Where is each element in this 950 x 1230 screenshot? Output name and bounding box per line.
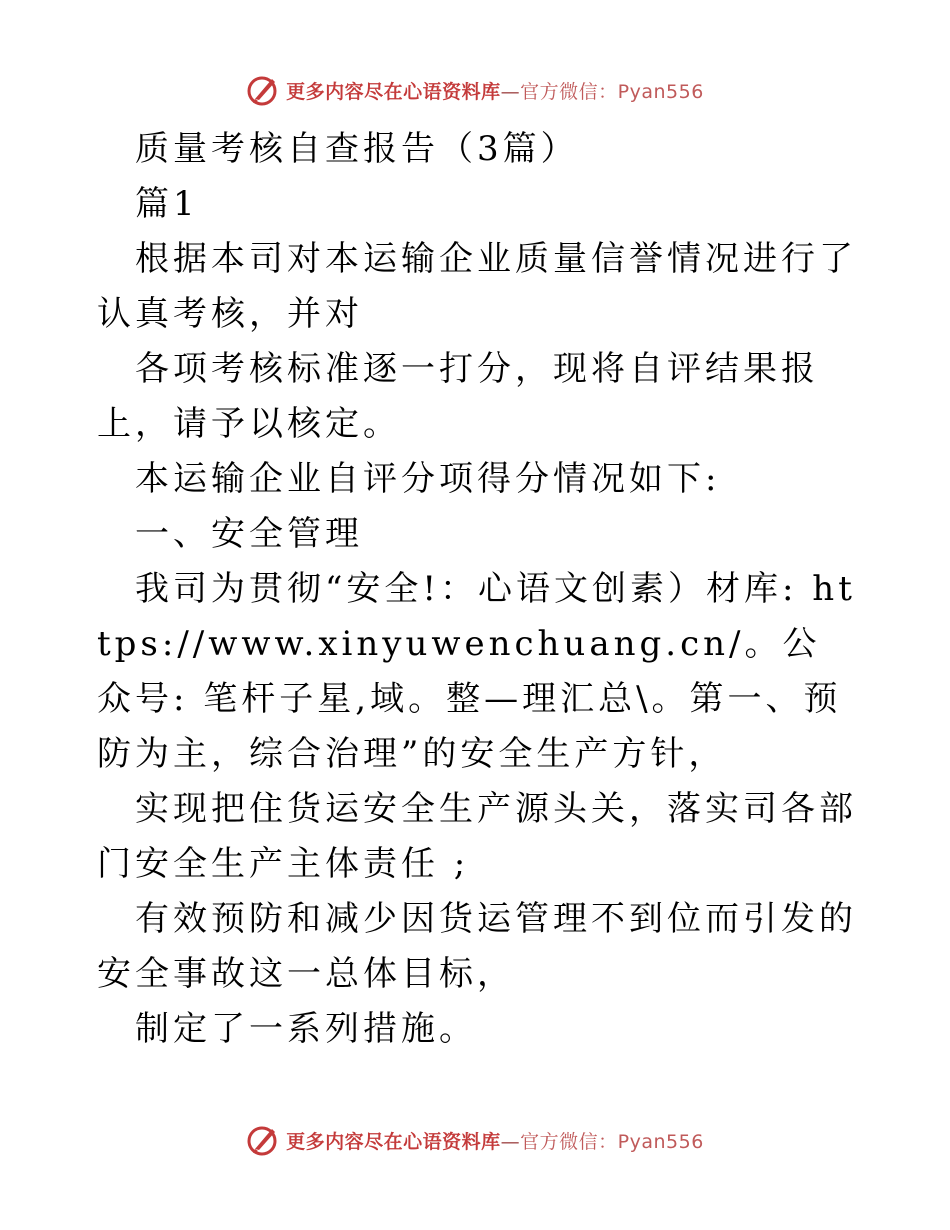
banner-site-text: 更多内容尽在心语资料库	[286, 80, 501, 103]
banner-separator: —	[500, 80, 521, 103]
section-heading-part-1: 篇1	[135, 184, 199, 224]
paragraph-6: 有效预防和减少因货运管理不到位而引发的安全事故这一总体目标，	[97, 899, 857, 994]
banner-site-text: 更多内容尽在心语资料库	[286, 1130, 501, 1153]
paragraph-3: 本运输企业自评分项得分情况如下:	[135, 459, 721, 499]
quill-logo-icon	[246, 73, 280, 107]
document-title: 质量考核自查报告（3篇）	[135, 129, 579, 169]
banner-contact-text: 官方微信：Pyan556	[520, 1130, 704, 1153]
section-heading-safety: 一、安全管理	[135, 514, 363, 554]
paragraph-2: 各项考核标准逐一打分，现将自评结果报上，请予以核定。	[97, 349, 819, 444]
banner-contact-text: 官方微信：Pyan556	[520, 80, 704, 103]
banner-text	[286, 77, 704, 104]
footer-watermark-banner	[0, 1120, 950, 1160]
document-body	[97, 122, 857, 1057]
paragraph-1: 根据本司对本运输企业质量信誉情况进行了认真考核，并对	[97, 239, 857, 334]
paragraph-7: 制定了一系列措施。	[135, 1009, 477, 1049]
paragraph-5: 实现把住货运安全生产源头关，落实司各部门安全生产主体责任 ;	[97, 789, 857, 884]
header-watermark-banner	[0, 70, 950, 110]
banner-separator: —	[500, 1130, 521, 1153]
banner-text	[286, 1127, 704, 1154]
paragraph-4: 我司为贯彻“安全!：心语文创素）材库: https://www.xinyuwenchuang.cn/。公众号: 笔杆子星,域。整—理汇总\。第一、预防为主，综合治理”的安全生产方针，	[97, 569, 856, 774]
quill-logo-icon	[246, 1123, 280, 1157]
